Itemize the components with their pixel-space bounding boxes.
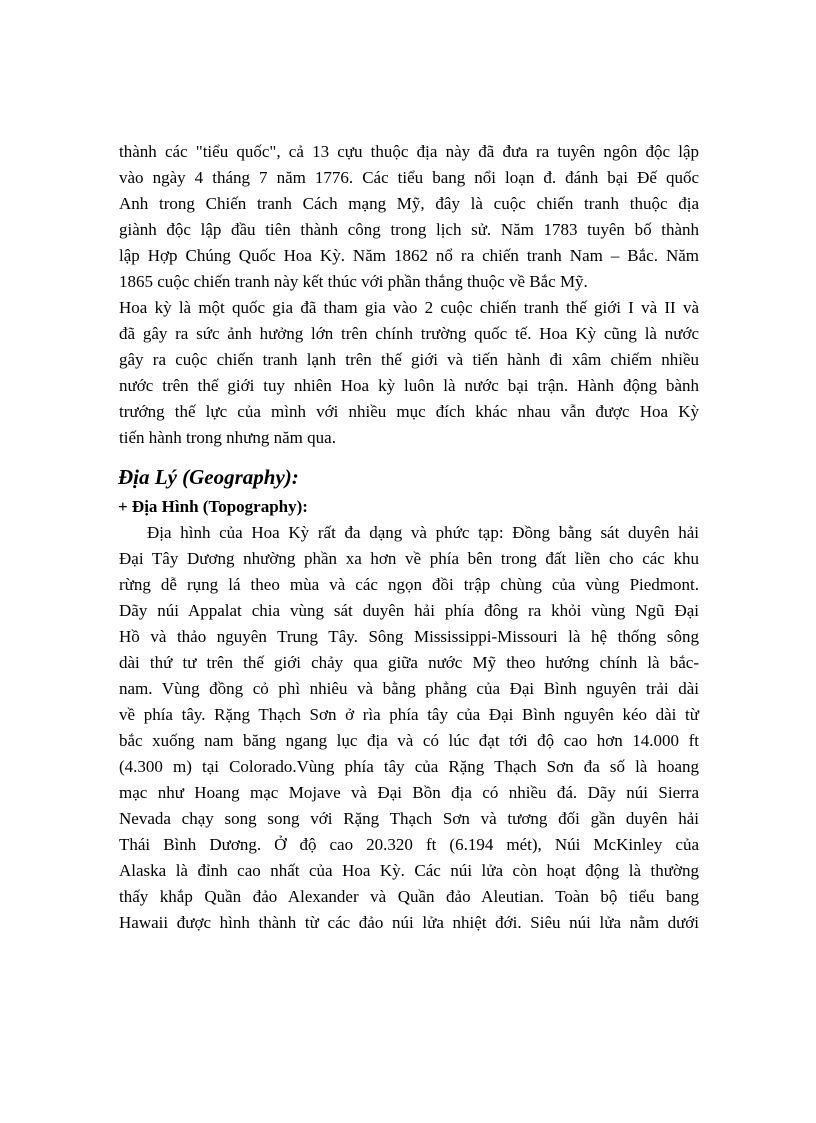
- text-line: 1865 cuộc chiến tranh này kết thúc với phần thắng thuộc về Bắc Mỹ.: [119, 272, 588, 291]
- section-heading-geography: Địa Lý (Geography):: [118, 465, 299, 489]
- text-line: vào ngày 4 tháng 7 năm 1776. Các tiểu bang nổi loạn đ. đánh bại Đế quốc: [119, 168, 699, 187]
- text-line: mạc như Hoang mạc Mojave và Đại Bồn địa có nhiều đá. Dãy núi Sierra: [119, 783, 699, 802]
- text-line: Hồ và thảo nguyên Trung Tây. Sông Mississippi-Missouri là hệ thống sông: [119, 627, 699, 646]
- text-line: nam. Vùng đồng cỏ phì nhiêu và bằng phẳng của Đại Bình nguyên trải dài: [119, 679, 699, 698]
- text-line: trướng thế lực của mình với nhiều mục đích khác nhau vẫn được Hoa Kỳ: [119, 402, 699, 421]
- text-line: Hawaii được hình thành từ các đảo núi lửa nhiệt đới. Siêu núi lửa nằm dưới: [119, 913, 699, 932]
- topography-paragraph: [119, 520, 699, 936]
- history-paragraph-1: [119, 139, 699, 295]
- text-line: Anh trong Chiến tranh Cách mạng Mỹ, đây là cuộc chiến tranh thuộc địa: [119, 194, 699, 213]
- history-paragraph-2: [119, 295, 699, 451]
- text-line: về phía tây. Rặng Thạch Sơn ở rìa phía tây của Đại Bình nguyên kéo dài từ: [119, 705, 699, 724]
- text-line: gây ra cuộc chiến tranh lạnh trên thế giới và tiến hành đi xâm chiếm nhiều: [119, 350, 699, 369]
- text-line: Đại Tây Dương nhường phần xa hơn về phía bên trong đất liền cho các khu: [119, 549, 699, 568]
- text-line: Dãy núi Appalat chia vùng sát duyên hải phía đông ra khỏi vùng Ngũ Đại: [119, 601, 699, 620]
- text-line: (4.300 m) tại Colorado.Vùng phía tây của Rặng Thạch Sơn đa số là hoang: [119, 757, 699, 776]
- text-line: thấy khắp Quần đảo Alexander và Quần đảo Aleutian. Toàn bộ tiểu bang: [119, 887, 699, 906]
- text-line: bắc xuống nam băng ngang lục địa và có lúc đạt tới độ cao hơn 14.000 ft: [119, 731, 699, 750]
- text-line: thành các "tiểu quốc", cả 13 cựu thuộc địa này đã đưa ra tuyên ngôn độc lập: [119, 142, 699, 161]
- text-line: Thái Bình Dương. Ở độ cao 20.320 ft (6.194 mét), Núi McKinley của: [119, 835, 699, 854]
- text-line: tiến hành trong nhưng năm qua.: [119, 428, 336, 447]
- text-line: Địa hình của Hoa Kỳ rất đa dạng và phức tạp: Đồng bằng sát duyên hải: [147, 523, 699, 542]
- text-line: Hoa kỳ là một quốc gia đã tham gia vào 2 cuộc chiến tranh thế giới I và II và: [119, 298, 699, 317]
- text-line: lập Hợp Chúng Quốc Hoa Kỳ. Năm 1862 nổ ra chiến tranh Nam – Bắc. Năm: [119, 246, 699, 265]
- text-line: dài thứ tư trên thế giới chảy qua giữa nước Mỹ theo hướng chính là bắc-: [119, 653, 699, 672]
- text-line: Alaska là đỉnh cao nhất của Hoa Kỳ. Các núi lửa còn hoạt động là thường: [119, 861, 699, 880]
- text-line: nước trên thế giới tuy nhiên Hoa kỳ luôn là nước bại trận. Hành động bành: [119, 376, 699, 395]
- text-line: Nevada chạy song song với Rặng Thạch Sơn và tương đối gần duyên hải: [119, 809, 699, 828]
- text-line: rừng dễ rụng lá theo mùa và các ngọn đồi trập chùng của vùng Piedmont.: [119, 575, 699, 594]
- subsection-heading-topography: + Địa Hình (Topography):: [118, 497, 308, 516]
- text-line: giành độc lập đầu tiên thành công trong lịch sử. Năm 1783 tuyên bố thành: [119, 220, 699, 239]
- text-line: đã gây ra sức ảnh hưởng lớn trên chính trường quốc tế. Hoa Kỳ cũng là nước: [119, 324, 699, 343]
